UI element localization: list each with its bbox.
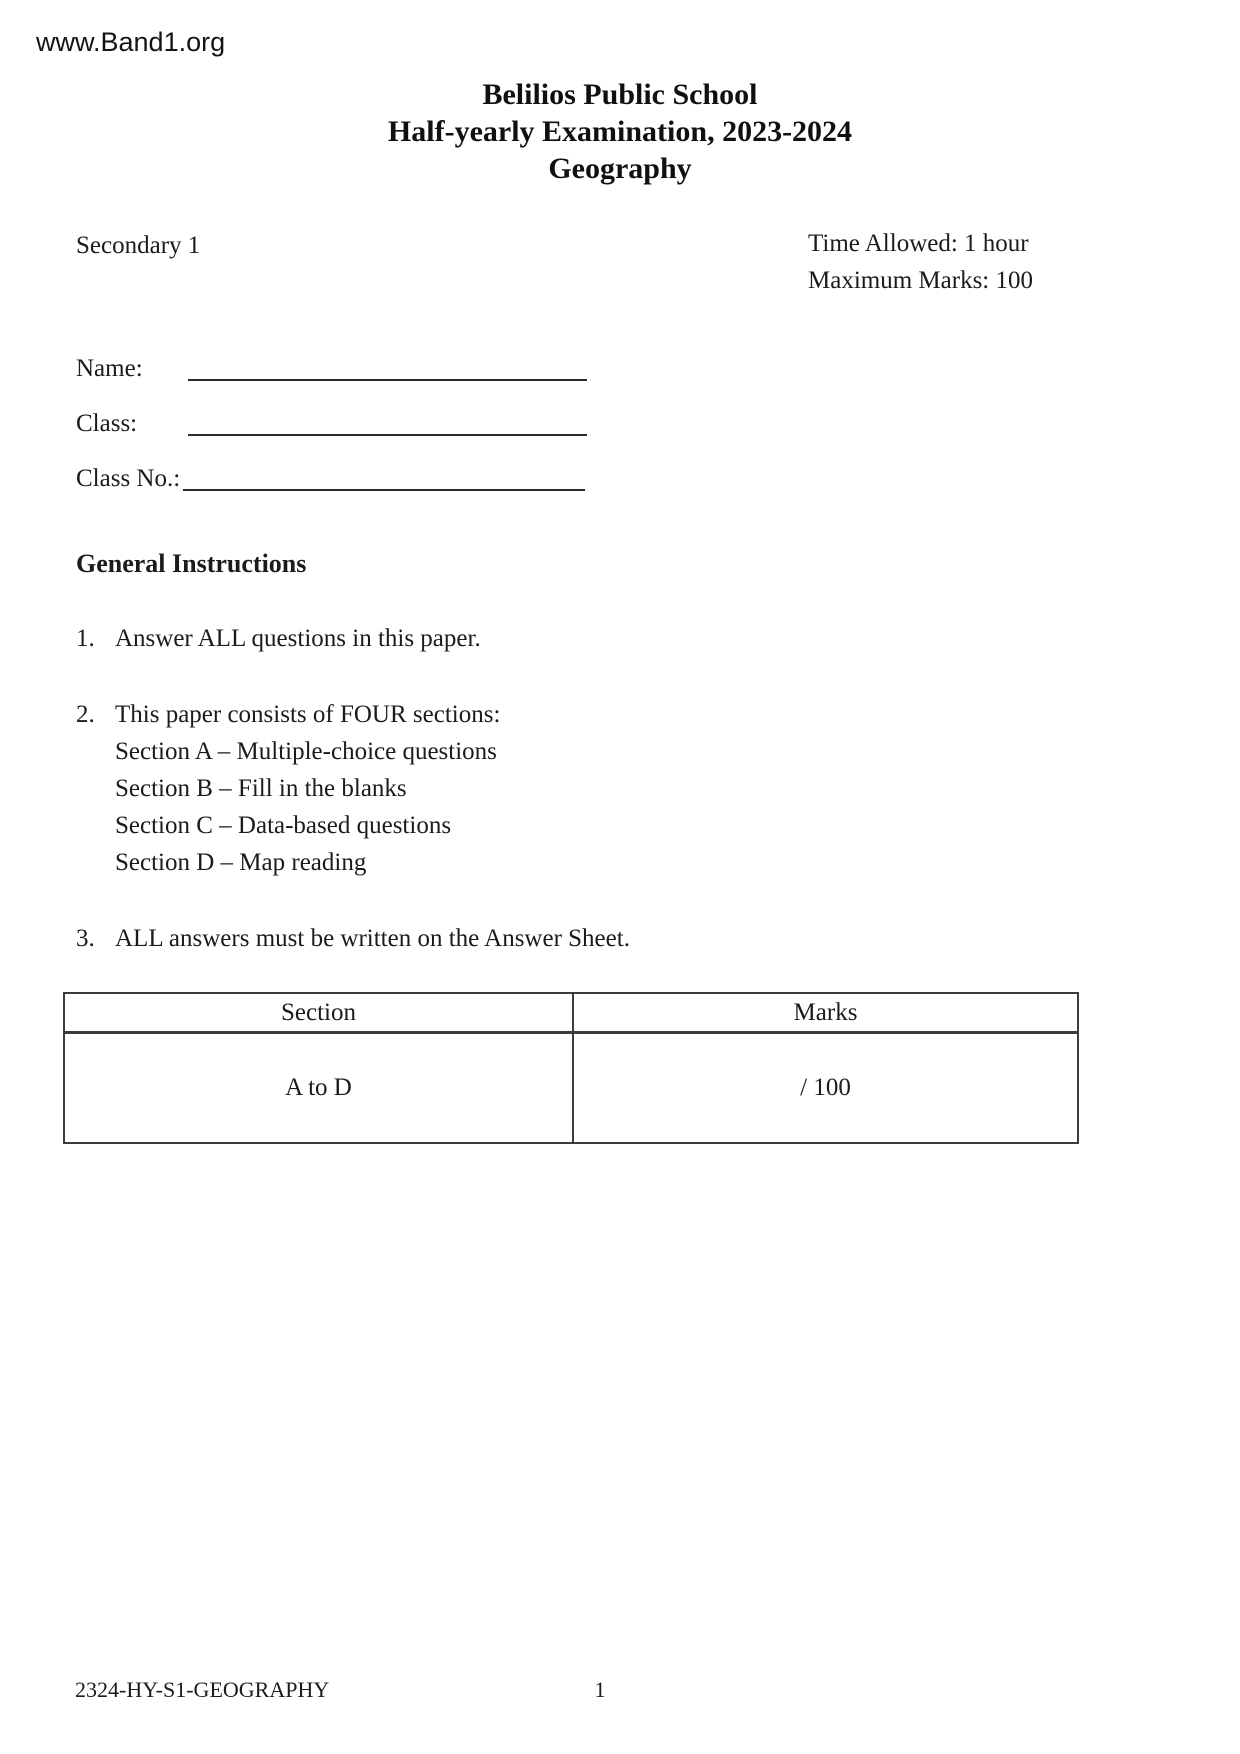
class-fill-line [188, 434, 587, 436]
name-field-label: Name: [76, 355, 143, 382]
section-column-header: Section [64, 993, 573, 1033]
document-code: 2324-HY-S1-GEOGRAPHY [75, 1677, 330, 1702]
marks-table [63, 992, 1079, 1144]
instruction-1-text: Answer ALL questions in this paper. [115, 625, 481, 652]
instruction-2-number: 2. [76, 701, 95, 728]
section-c-line: Section C – Data-based questions [115, 812, 452, 839]
section-d-line: Section D – Map reading [115, 849, 367, 876]
exam-title: Half-yearly Examination, 2023-2024 [387, 115, 853, 148]
marks-column-header: Marks [573, 993, 1078, 1033]
section-a-line: Section A – Multiple-choice questions [115, 738, 497, 765]
page-number: 1 [594, 1677, 606, 1702]
class-no-field-label: Class No.: [76, 465, 181, 492]
marks-value-cell: / 100 [573, 1033, 1078, 1144]
subject-title: Geography [548, 152, 692, 185]
instruction-3-text: ALL answers must be written on the Answer Sheet. [115, 925, 630, 952]
marks-table-row [64, 1033, 1078, 1144]
level-label: Secondary 1 [76, 232, 201, 259]
title-block [0, 76, 1240, 187]
site-watermark: www.Band1.org [36, 27, 226, 57]
max-marks-label: Maximum Marks: 100 [808, 267, 1033, 294]
instruction-3-number: 3. [76, 925, 95, 952]
marks-table-header-row [64, 993, 1078, 1033]
school-name: Belilios Public School [482, 78, 758, 111]
time-allowed-label: Time Allowed: 1 hour [808, 230, 1029, 257]
class-no-fill-line [183, 489, 585, 491]
section-b-line: Section B – Fill in the blanks [115, 775, 407, 802]
general-instructions-heading: General Instructions [76, 549, 307, 578]
section-range-cell: A to D [64, 1033, 573, 1144]
instruction-2-text: This paper consists of FOUR sections: [115, 701, 501, 728]
instruction-1-number: 1. [76, 625, 95, 652]
name-fill-line [188, 379, 587, 381]
class-field-label: Class: [76, 410, 138, 437]
